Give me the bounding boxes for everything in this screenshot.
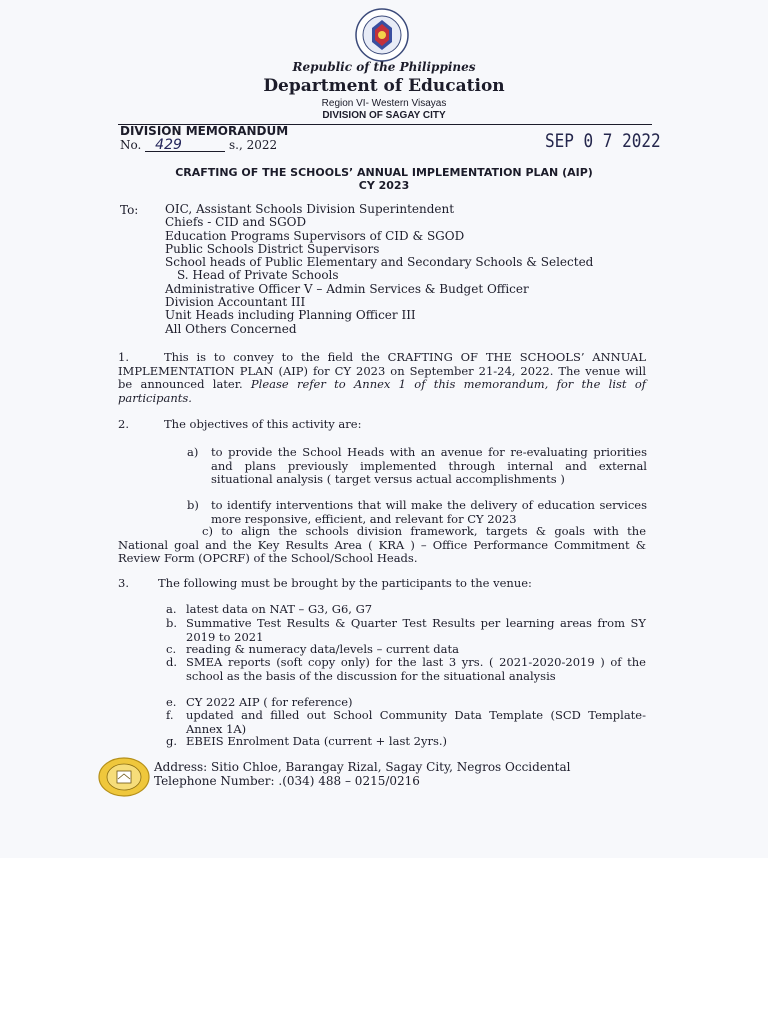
region-heading: Region VI- Western Visayas xyxy=(321,98,447,109)
paragraph-2 xyxy=(118,418,646,432)
subject-line-2: CY 2023 xyxy=(358,179,410,192)
item-text: CY 2022 AIP ( for reference) xyxy=(186,695,353,709)
item-label: b) xyxy=(187,498,199,512)
received-date-stamp: SEP 0 7 2022 xyxy=(545,129,661,152)
division-heading: DIVISION OF SAGAY CITY xyxy=(322,110,446,121)
objective-item xyxy=(187,446,647,498)
item-text: to identify interventions that will make the delivery of education services more responsive, efficient, and relevant for CY 2023 xyxy=(211,498,647,526)
recipient: OIC, Assistant Schools Division Superintendent xyxy=(165,202,455,216)
item-label: c. xyxy=(166,642,177,656)
objective-item xyxy=(187,499,647,527)
item-text: SMEA reports (soft copy only) for the last 3 yrs. ( 2021-2020-2019 ) of the school as the basis of the discussion for the situational analysis xyxy=(186,655,646,683)
division-seal-icon xyxy=(98,757,150,797)
objective-item xyxy=(118,525,646,566)
memo-series: s., 2022 xyxy=(228,138,278,152)
item-label: d. xyxy=(166,655,178,669)
requirement-item xyxy=(166,617,648,645)
paragraph-3 xyxy=(118,577,646,591)
requirement-item xyxy=(166,735,648,749)
republic-heading: Republic of the Philippines xyxy=(292,60,476,74)
department-heading: Department of Education xyxy=(263,76,505,96)
paragraph-3-text: The following must be brought by the participants to the venue: xyxy=(158,576,532,590)
deped-seal-icon xyxy=(355,8,409,62)
requirement-item xyxy=(166,603,648,617)
item-label: b. xyxy=(166,616,178,630)
paragraph-number: 2. xyxy=(118,417,129,431)
item-label: f. xyxy=(166,708,174,722)
recipient: School heads of Public Elementary and Secondary Schools & Selected xyxy=(165,255,594,270)
requirement-item xyxy=(166,656,648,698)
paragraph-1 xyxy=(118,351,646,405)
paragraph-1-text: This is to convey to the field the CRAFTING OF THE SCHOOLS’ ANNUAL IMPLEMENTATION PLAN (AIP) for CY 2023 on September 21-24, 2022. The venue will be announced later. xyxy=(118,350,646,391)
item-text: to provide the School Heads with an avenue for re-evaluating priorities and plans previously implemented through internal and external situational analysis ( target versus actual accomplishments ) xyxy=(211,445,647,486)
memo-subject xyxy=(120,166,648,192)
footer-address: Address: Sitio Chloe, Barangay Rizal, Sagay City, Negros Occidental xyxy=(154,760,571,774)
memo-title: DIVISION MEMORANDUM xyxy=(120,124,289,138)
subject-line-1: CRAFTING OF THE SCHOOLS’ ANNUAL IMPLEMENTATION PLAN (AIP) xyxy=(175,166,593,179)
paragraph-2-text: The objectives of this activity are: xyxy=(164,417,362,431)
item-label: e. xyxy=(166,695,177,709)
item-label: a) xyxy=(187,445,199,459)
requirement-item xyxy=(166,709,648,737)
paragraph-number: 3. xyxy=(118,576,129,590)
memo-no-label: No. xyxy=(120,138,142,152)
item-label: a. xyxy=(166,602,177,616)
paragraph-1-annex-note: Please refer to Annex 1 of this memorandum, for the list of participants. xyxy=(118,377,647,405)
paragraph-number: 1. xyxy=(118,350,129,364)
item-text: to align the schools division framework, targets & goals with the National goal and the Key Results Area ( KRA ) – Office Performance Commitment & Review Form (OPCRF) of the School/School Heads. xyxy=(118,524,646,565)
recipient: Division Accountant III xyxy=(165,295,306,310)
item-text: reading & numeracy data/levels – current data xyxy=(186,642,460,656)
recipient: S. Head of Private Schools xyxy=(177,268,339,283)
footer-contact xyxy=(154,760,570,788)
recipient: Unit Heads including Planning Officer III xyxy=(165,308,416,323)
memo-number-line xyxy=(120,138,277,152)
recipient: Education Programs Supervisors of CID & SGOD xyxy=(165,228,465,243)
item-label: g. xyxy=(166,734,178,748)
to-label: To: xyxy=(120,203,139,217)
recipient: Public Schools District Supervisors xyxy=(165,241,380,256)
recipient-list xyxy=(165,203,655,336)
item-text: Summative Test Results & Quarter Test Results per learning areas from SY 2019 to 2021 xyxy=(186,616,646,644)
item-text: EBEIS Enrolment Data (current + last 2yrs.) xyxy=(186,734,447,748)
item-label: c) xyxy=(202,524,213,538)
recipient: All Others Concerned xyxy=(165,321,297,336)
item-text: latest data on NAT – G3, G6, G7 xyxy=(186,602,373,616)
footer-phone: Telephone Number: .(034) 488 – 0215/0216 xyxy=(154,774,420,788)
recipient: Administrative Officer V – Admin Services & Budget Officer xyxy=(165,281,529,296)
item-text: updated and filled out School Community Data Template (SCD Template-Annex 1A) xyxy=(186,708,646,736)
recipient: Chiefs - CID and SGOD xyxy=(165,215,307,230)
memo-number: 429 xyxy=(145,139,225,152)
